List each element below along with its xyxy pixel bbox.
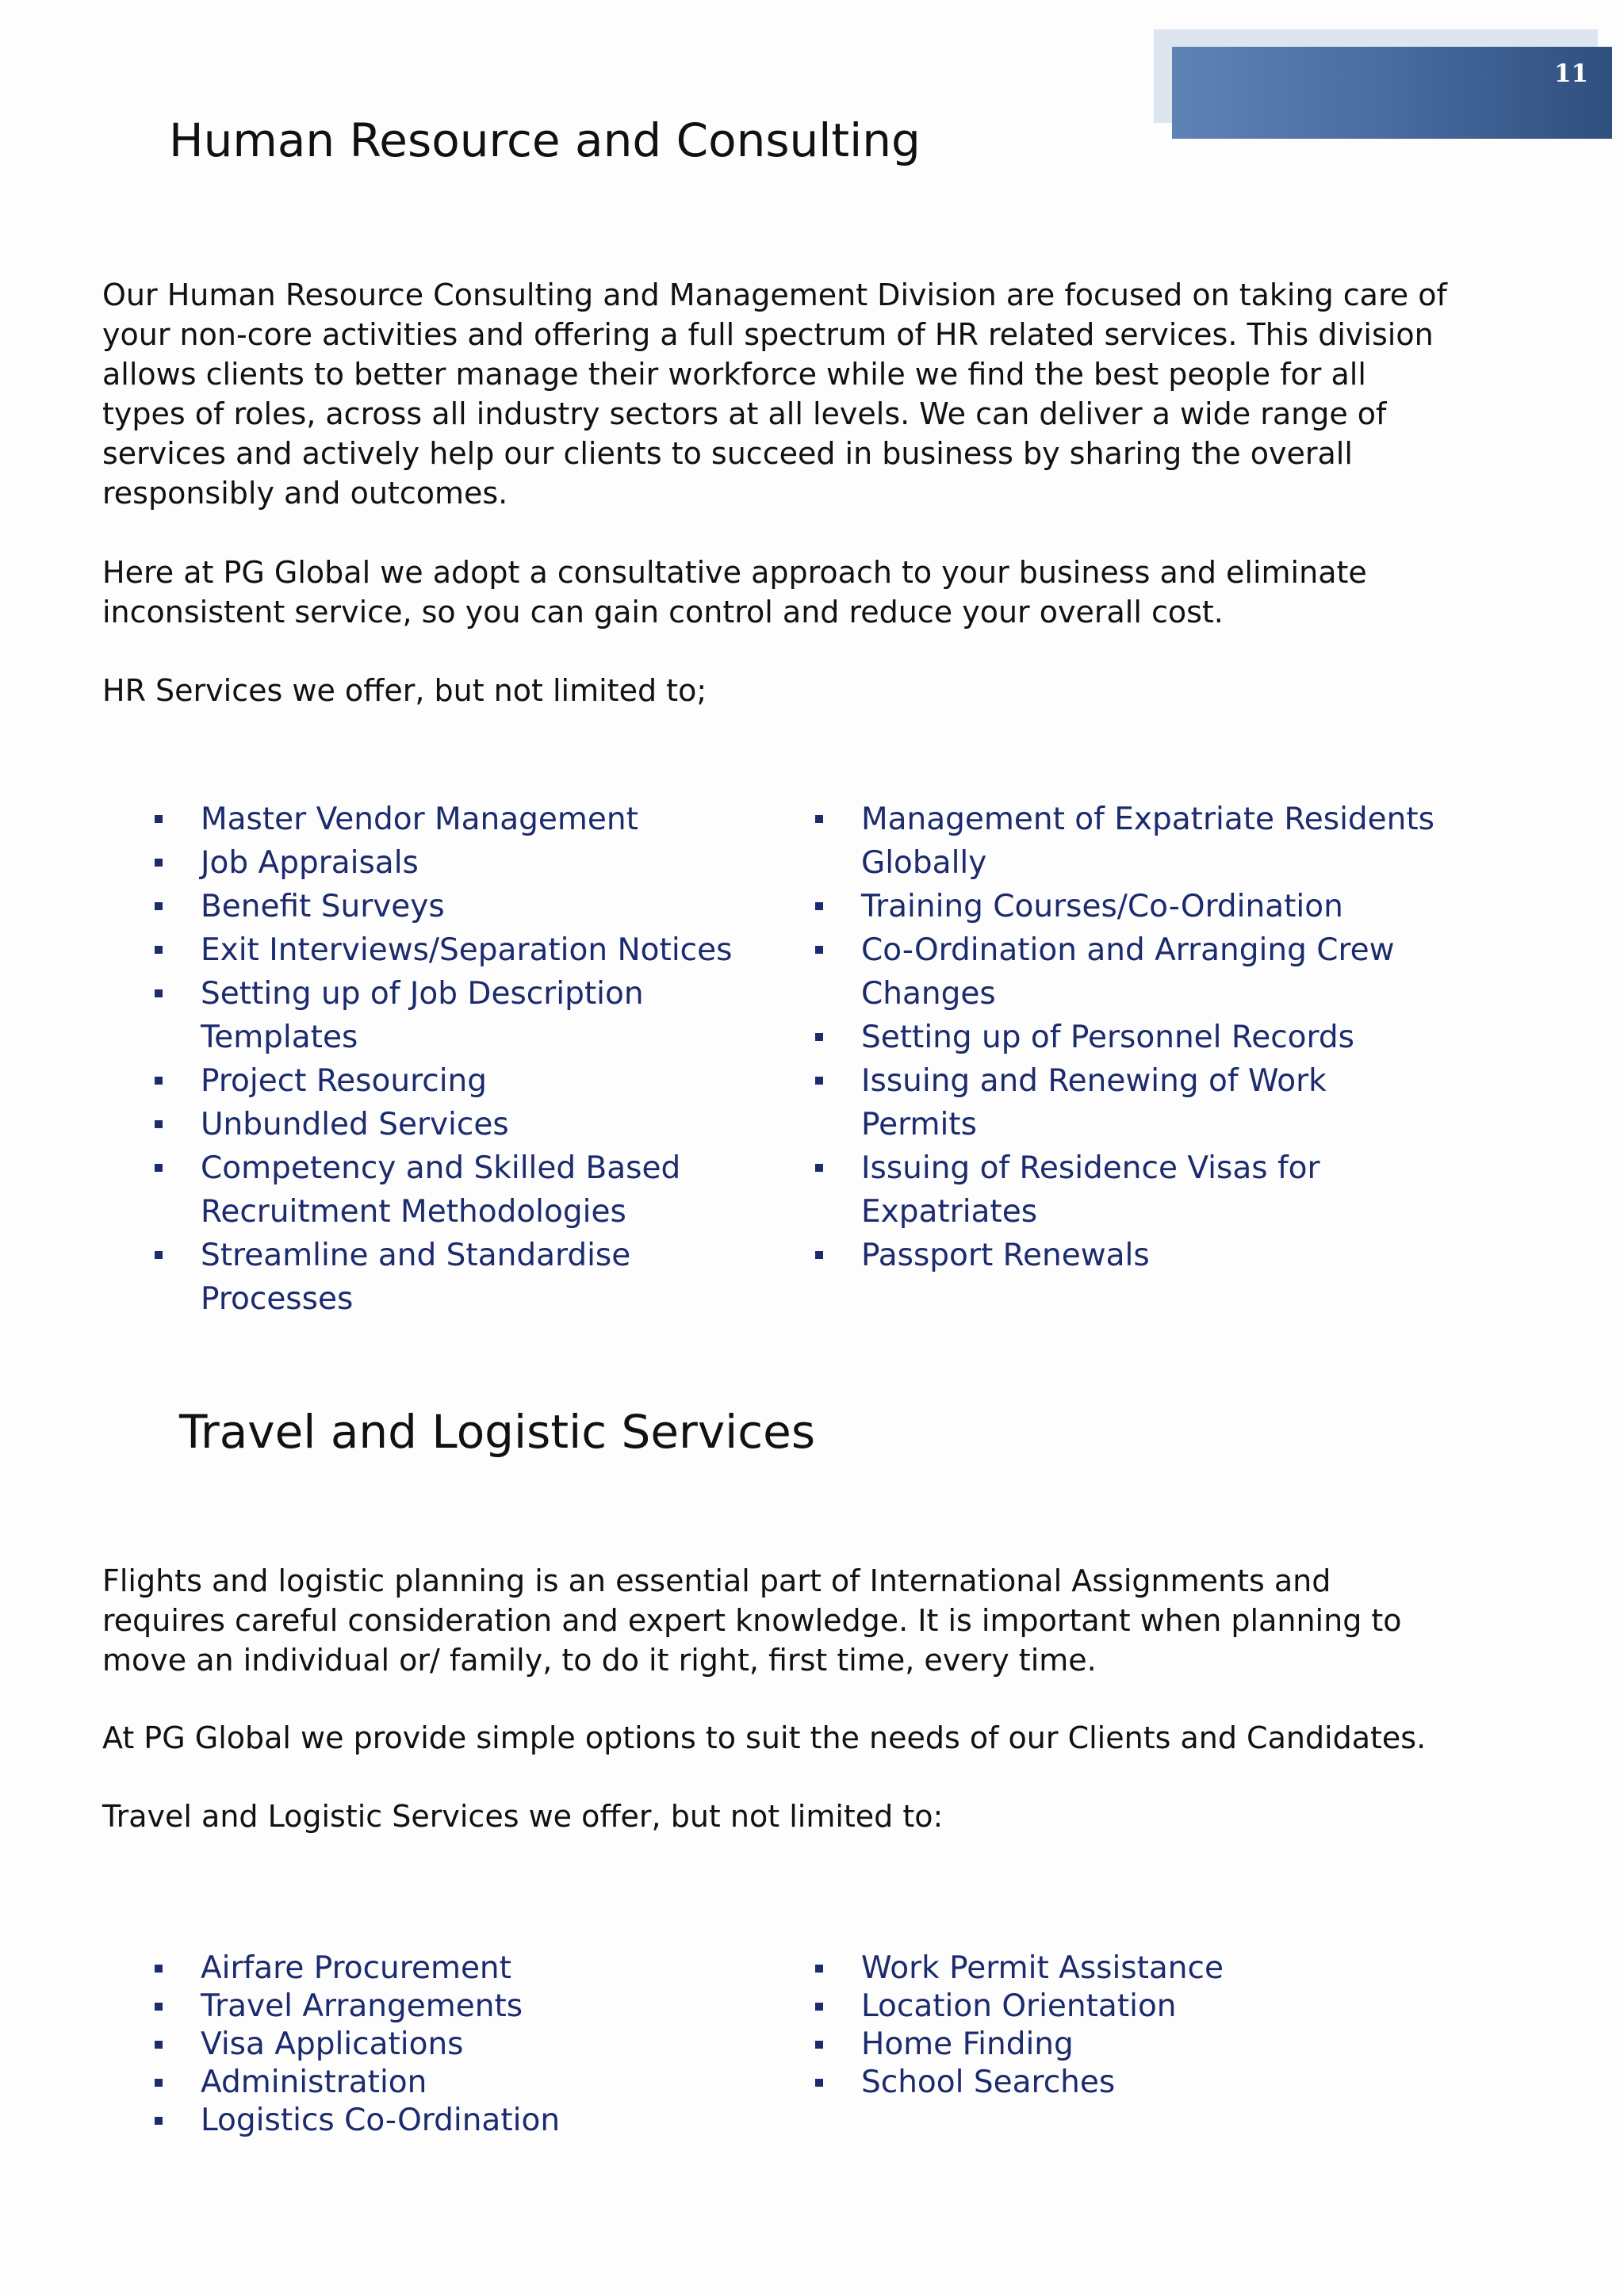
square-bullet-icon [155,2117,163,2125]
square-bullet-icon [155,1077,163,1085]
service-item-label: Unbundled Services [201,1107,509,1142]
square-bullet-icon [155,1120,163,1128]
travel-services-lead: Travel and Logistic Services we offer, but not limited to: [102,1799,944,1834]
service-list-item [763,1950,1492,1988]
service-item-label: Master Vendor Management [201,802,638,837]
service-list-item [763,1146,1492,1234]
service-list-item [763,1059,1492,1146]
service-item-label: School Searches [861,2064,1116,2100]
service-list-item [102,1950,792,1988]
service-item-label: Job Appraisals [201,845,419,881]
hr-services-lead: HR Services we offer, but not limited to; [102,673,707,708]
service-item-label: Location Orientation [861,1988,1177,2024]
service-item-label: Setting up of Personnel Records [861,1020,1354,1055]
square-bullet-icon [815,1077,823,1085]
service-item-label: Work Permit Assistance [861,1950,1224,1986]
service-item-label: Administration [201,2064,427,2100]
travel-intro-paragraph: Flights and logistic planning is an essential part of International Assignments and requires careful consideration and expert knowledge. It is important when planning to move an individual or/ family, to do it right, first time, every time. [102,1563,1402,1678]
service-list-item [102,2026,792,2064]
service-item-label: Passport Renewals [861,1238,1150,1273]
hr-services-list-right [763,798,1492,1277]
page-number-tab [1172,47,1612,139]
hr-approach-paragraph: Here at PG Global we adopt a consultative approach to your business and eliminate inconsistent service, so you can gain control and reduce your overall cost. [102,555,1367,629]
service-list-item [763,2026,1492,2064]
service-list-item [102,798,792,841]
service-item-label: Benefit Surveys [201,889,445,924]
square-bullet-icon [155,859,163,867]
service-list-item [763,1988,1492,2026]
square-bullet-icon [155,1164,163,1172]
service-item-label: Management of Expatriate Residents Globally [861,802,1434,881]
service-list-item [763,885,1492,928]
service-list-item [102,1988,792,2026]
service-list-item [102,1146,792,1234]
service-item-label: Travel Arrangements [201,1988,523,2024]
square-bullet-icon [815,902,823,910]
service-item-label: Exit Interviews/Separation Notices [201,932,733,968]
square-bullet-icon [815,1164,823,1172]
service-list-item [102,928,792,972]
square-bullet-icon [155,2003,163,2011]
travel-services-list-right [763,1950,1492,2102]
service-item-label: Issuing of Residence Visas for Expatriates [861,1150,1320,1230]
square-bullet-icon [155,1251,163,1259]
service-list-item [102,1103,792,1146]
square-bullet-icon [155,2079,163,2087]
square-bullet-icon [155,1965,163,1973]
service-item-label: Airfare Procurement [201,1950,511,1986]
square-bullet-icon [815,2003,823,2011]
service-list-item [763,2064,1492,2102]
travel-options-paragraph: At PG Global we provide simple options to suit the needs of our Clients and Candidates. [102,1720,1427,1755]
service-item-label: Competency and Skilled Based Recruitment Methodologies [201,1150,681,1230]
page-number: 11 [1553,59,1588,88]
service-list-item [102,1234,792,1321]
service-item-label: Streamline and Standardise Processes [201,1238,631,1317]
service-list-item [763,798,1492,885]
service-item-label: Visa Applications [201,2026,464,2062]
hr-intro-paragraph: Our Human Resource Consulting and Management Division are focused on taking care of your non-core activities and offering a full spectrum of HR related services. This division allows clients to better manage their workforce while we find the best people for all types of roles, across all industry sectors at all levels. We can deliver a wide range of services and actively help our clients to succeed in business by sharing the overall responsibly and outcomes. [102,277,1447,511]
service-item-label: Home Finding [861,2026,1074,2062]
service-list-item [763,1016,1492,1059]
square-bullet-icon [815,1965,823,1973]
service-list-item [102,841,792,885]
square-bullet-icon [815,2079,823,2087]
service-list-item [102,1059,792,1103]
service-item-label: Training Courses/Co-Ordination [861,889,1343,924]
square-bullet-icon [155,815,163,823]
square-bullet-icon [815,1033,823,1041]
square-bullet-icon [815,815,823,823]
hr-services-list-left [102,798,792,1321]
hr-section-heading: Human Resource and Consulting [169,113,921,167]
service-list-item [102,2064,792,2102]
service-list-item [102,972,792,1059]
travel-services-list-left [102,1950,792,2140]
service-item-label: Issuing and Renewing of Work Permits [861,1063,1327,1142]
service-list-item [102,885,792,928]
square-bullet-icon [155,2041,163,2049]
square-bullet-icon [815,1251,823,1259]
square-bullet-icon [155,902,163,910]
service-item-label: Logistics Co-Ordination [201,2103,561,2138]
service-list-item [102,2102,792,2140]
square-bullet-icon [155,989,163,997]
travel-section-heading: Travel and Logistic Services [179,1405,816,1459]
square-bullet-icon [815,2041,823,2049]
service-list-item [763,928,1492,1016]
square-bullet-icon [155,946,163,954]
service-item-label: Co-Ordination and Arranging Crew Changes [861,932,1395,1012]
service-item-label: Project Resourcing [201,1063,487,1099]
square-bullet-icon [815,946,823,954]
service-item-label: Setting up of Job Description Templates [201,976,644,1055]
service-list-item [763,1234,1492,1277]
